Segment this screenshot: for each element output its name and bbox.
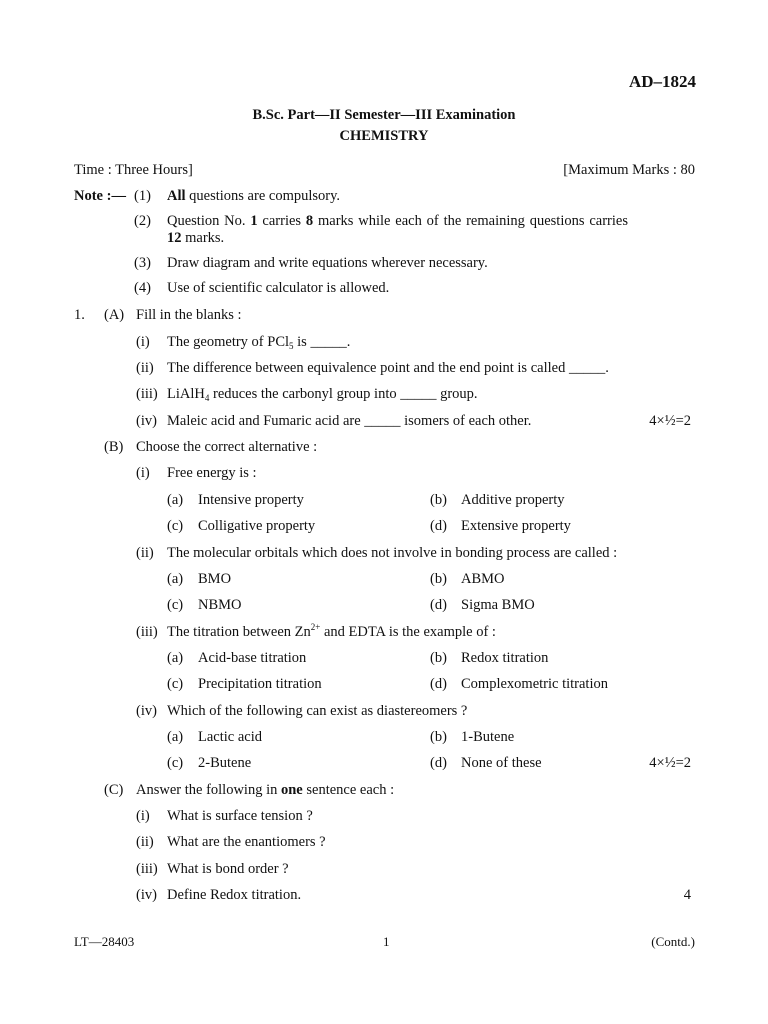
section-b-label: (B) [104, 439, 124, 455]
b-q1-opt-b-label: (b) [430, 492, 447, 508]
b-q4-opt-c-text: 2-Butene [198, 755, 252, 771]
section-c-title: Answer the following in one sentence each : [136, 782, 395, 798]
note-3-text: Draw diagram and write equations wherever necessary. [167, 255, 488, 271]
note-2-text-line2: 12 marks. [167, 230, 225, 246]
b-q2-opt-b-label: (b) [430, 571, 447, 587]
a-item-1-num: (i) [136, 334, 150, 350]
b-q2-opt-b-text: ABMO [461, 571, 505, 587]
section-a-title: Fill in the blanks : [136, 307, 242, 323]
c-item-3-num: (iii) [136, 861, 158, 877]
note-2-num: (2) [134, 213, 151, 229]
note-1-text: All questions are compulsory. [167, 188, 341, 204]
b-q4-opt-a-label: (a) [167, 729, 184, 745]
b-q4-text: Which of the following can exist as diastereomers ? [167, 703, 468, 719]
section-b-title: Choose the correct alternative : [136, 439, 318, 455]
time-label: Time : Three Hours] [74, 162, 193, 178]
b-q2-num: (ii) [136, 545, 154, 561]
b-q2-opt-d-label: (d) [430, 597, 447, 613]
b-q2-opt-a-label: (a) [167, 571, 184, 587]
b-q3-opt-b-label: (b) [430, 650, 447, 666]
b-q2-text: The molecular orbitals which does not involve in bonding process are called : [167, 545, 618, 561]
b-q4-opt-d-label: (d) [430, 755, 447, 771]
b-q2-opt-c-label: (c) [167, 597, 184, 613]
c-item-1-text: What is surface tension ? [167, 808, 313, 824]
continued-label: (Contd.) [651, 934, 695, 949]
paper-code: AD–1824 [628, 72, 696, 91]
note-1-num: (1) [134, 188, 151, 204]
b-q2-opt-c-text: NBMO [198, 597, 242, 613]
a-item-3-text: LiAlH$_4$ reduces the carbonyl group into _____ group. [167, 386, 478, 403]
b-q4-opt-c-label: (c) [167, 755, 184, 771]
b-q3-opt-d-text: Complexometric titration [461, 676, 608, 692]
max-marks-label: [Maximum Marks : 80 [563, 162, 695, 178]
c-item-2-text: What are the enantiomers ? [167, 834, 326, 850]
note-4-text: Use of scientific calculator is allowed. [167, 280, 390, 296]
c-item-4-text: Define Redox titration. [167, 887, 302, 903]
a-item-4-num: (iv) [136, 413, 157, 429]
question-number: 1. [74, 307, 85, 323]
b-q1-opt-a-text: Intensive property [198, 492, 304, 508]
b-q3-opt-c-text: Precipitation titration [198, 676, 322, 692]
section-c-label: (C) [104, 782, 124, 798]
b-q1-opt-a-label: (a) [167, 492, 184, 508]
b-q1-opt-d-text: Extensive property [461, 518, 571, 534]
c-item-2-num: (ii) [136, 834, 154, 850]
b-q4-opt-d-text: None of these [461, 755, 542, 771]
section-a-label: (A) [104, 307, 125, 323]
b-q2-opt-a-text: BMO [198, 571, 232, 587]
section-b-marks: 4×½=2 [649, 755, 691, 771]
a-item-2-num: (ii) [136, 360, 154, 376]
b-q3-text: The titration between $Zn^{2+}$ and EDTA is the example of : [167, 622, 496, 640]
subject-title: CHEMISTRY [339, 128, 429, 144]
a-item-4-text: Maleic acid and Fumaric acid are _____ isomers of each other. [167, 413, 532, 429]
note-4-num: (4) [134, 280, 151, 296]
b-q3-opt-a-label: (a) [167, 650, 184, 666]
a-item-3-num: (iii) [136, 386, 158, 402]
b-q1-text: Free energy is : [167, 465, 257, 481]
note-3-num: (3) [134, 255, 151, 271]
b-q4-opt-b-label: (b) [430, 729, 447, 745]
b-q4-num: (iv) [136, 703, 157, 719]
b-q4-opt-a-text: Lactic acid [198, 729, 262, 745]
b-q1-opt-c-label: (c) [167, 518, 184, 534]
b-q4-opt-b-text: 1-Butene [461, 729, 515, 745]
exam-title: B.Sc. Part—II Semester—III Examination [252, 107, 516, 123]
section-a-marks: 4×½=2 [649, 413, 691, 429]
section-c-marks: 4 [683, 887, 691, 903]
b-q1-num: (i) [136, 465, 150, 481]
c-item-4-num: (iv) [136, 887, 157, 903]
note-label: Note :— [74, 188, 126, 204]
note-2-text-line1: Question No. 1 carries 8 marks while each of the remaining questions carries [167, 213, 628, 229]
c-item-1-num: (i) [136, 808, 150, 824]
footer-code: LT—28403 [74, 934, 135, 949]
b-q3-opt-d-label: (d) [430, 676, 447, 692]
c-item-3-text: What is bond order ? [167, 861, 289, 877]
b-q3-opt-a-text: Acid-base titration [198, 650, 307, 666]
b-q3-opt-c-label: (c) [167, 676, 184, 692]
b-q1-opt-d-label: (d) [430, 518, 447, 534]
a-item-2-text: The difference between equivalence point and the end point is called _____. [167, 360, 609, 376]
b-q2-opt-d-text: Sigma BMO [461, 597, 535, 613]
b-q1-opt-c-text: Colligative property [198, 518, 316, 534]
page-number: 1 [383, 934, 390, 949]
a-item-1-text: The geometry of PCl$_5$ is _____. [167, 334, 351, 351]
b-q3-num: (iii) [136, 624, 158, 640]
b-q1-opt-b-text: Additive property [461, 492, 565, 508]
b-q3-opt-b-text: Redox titration [461, 650, 549, 666]
